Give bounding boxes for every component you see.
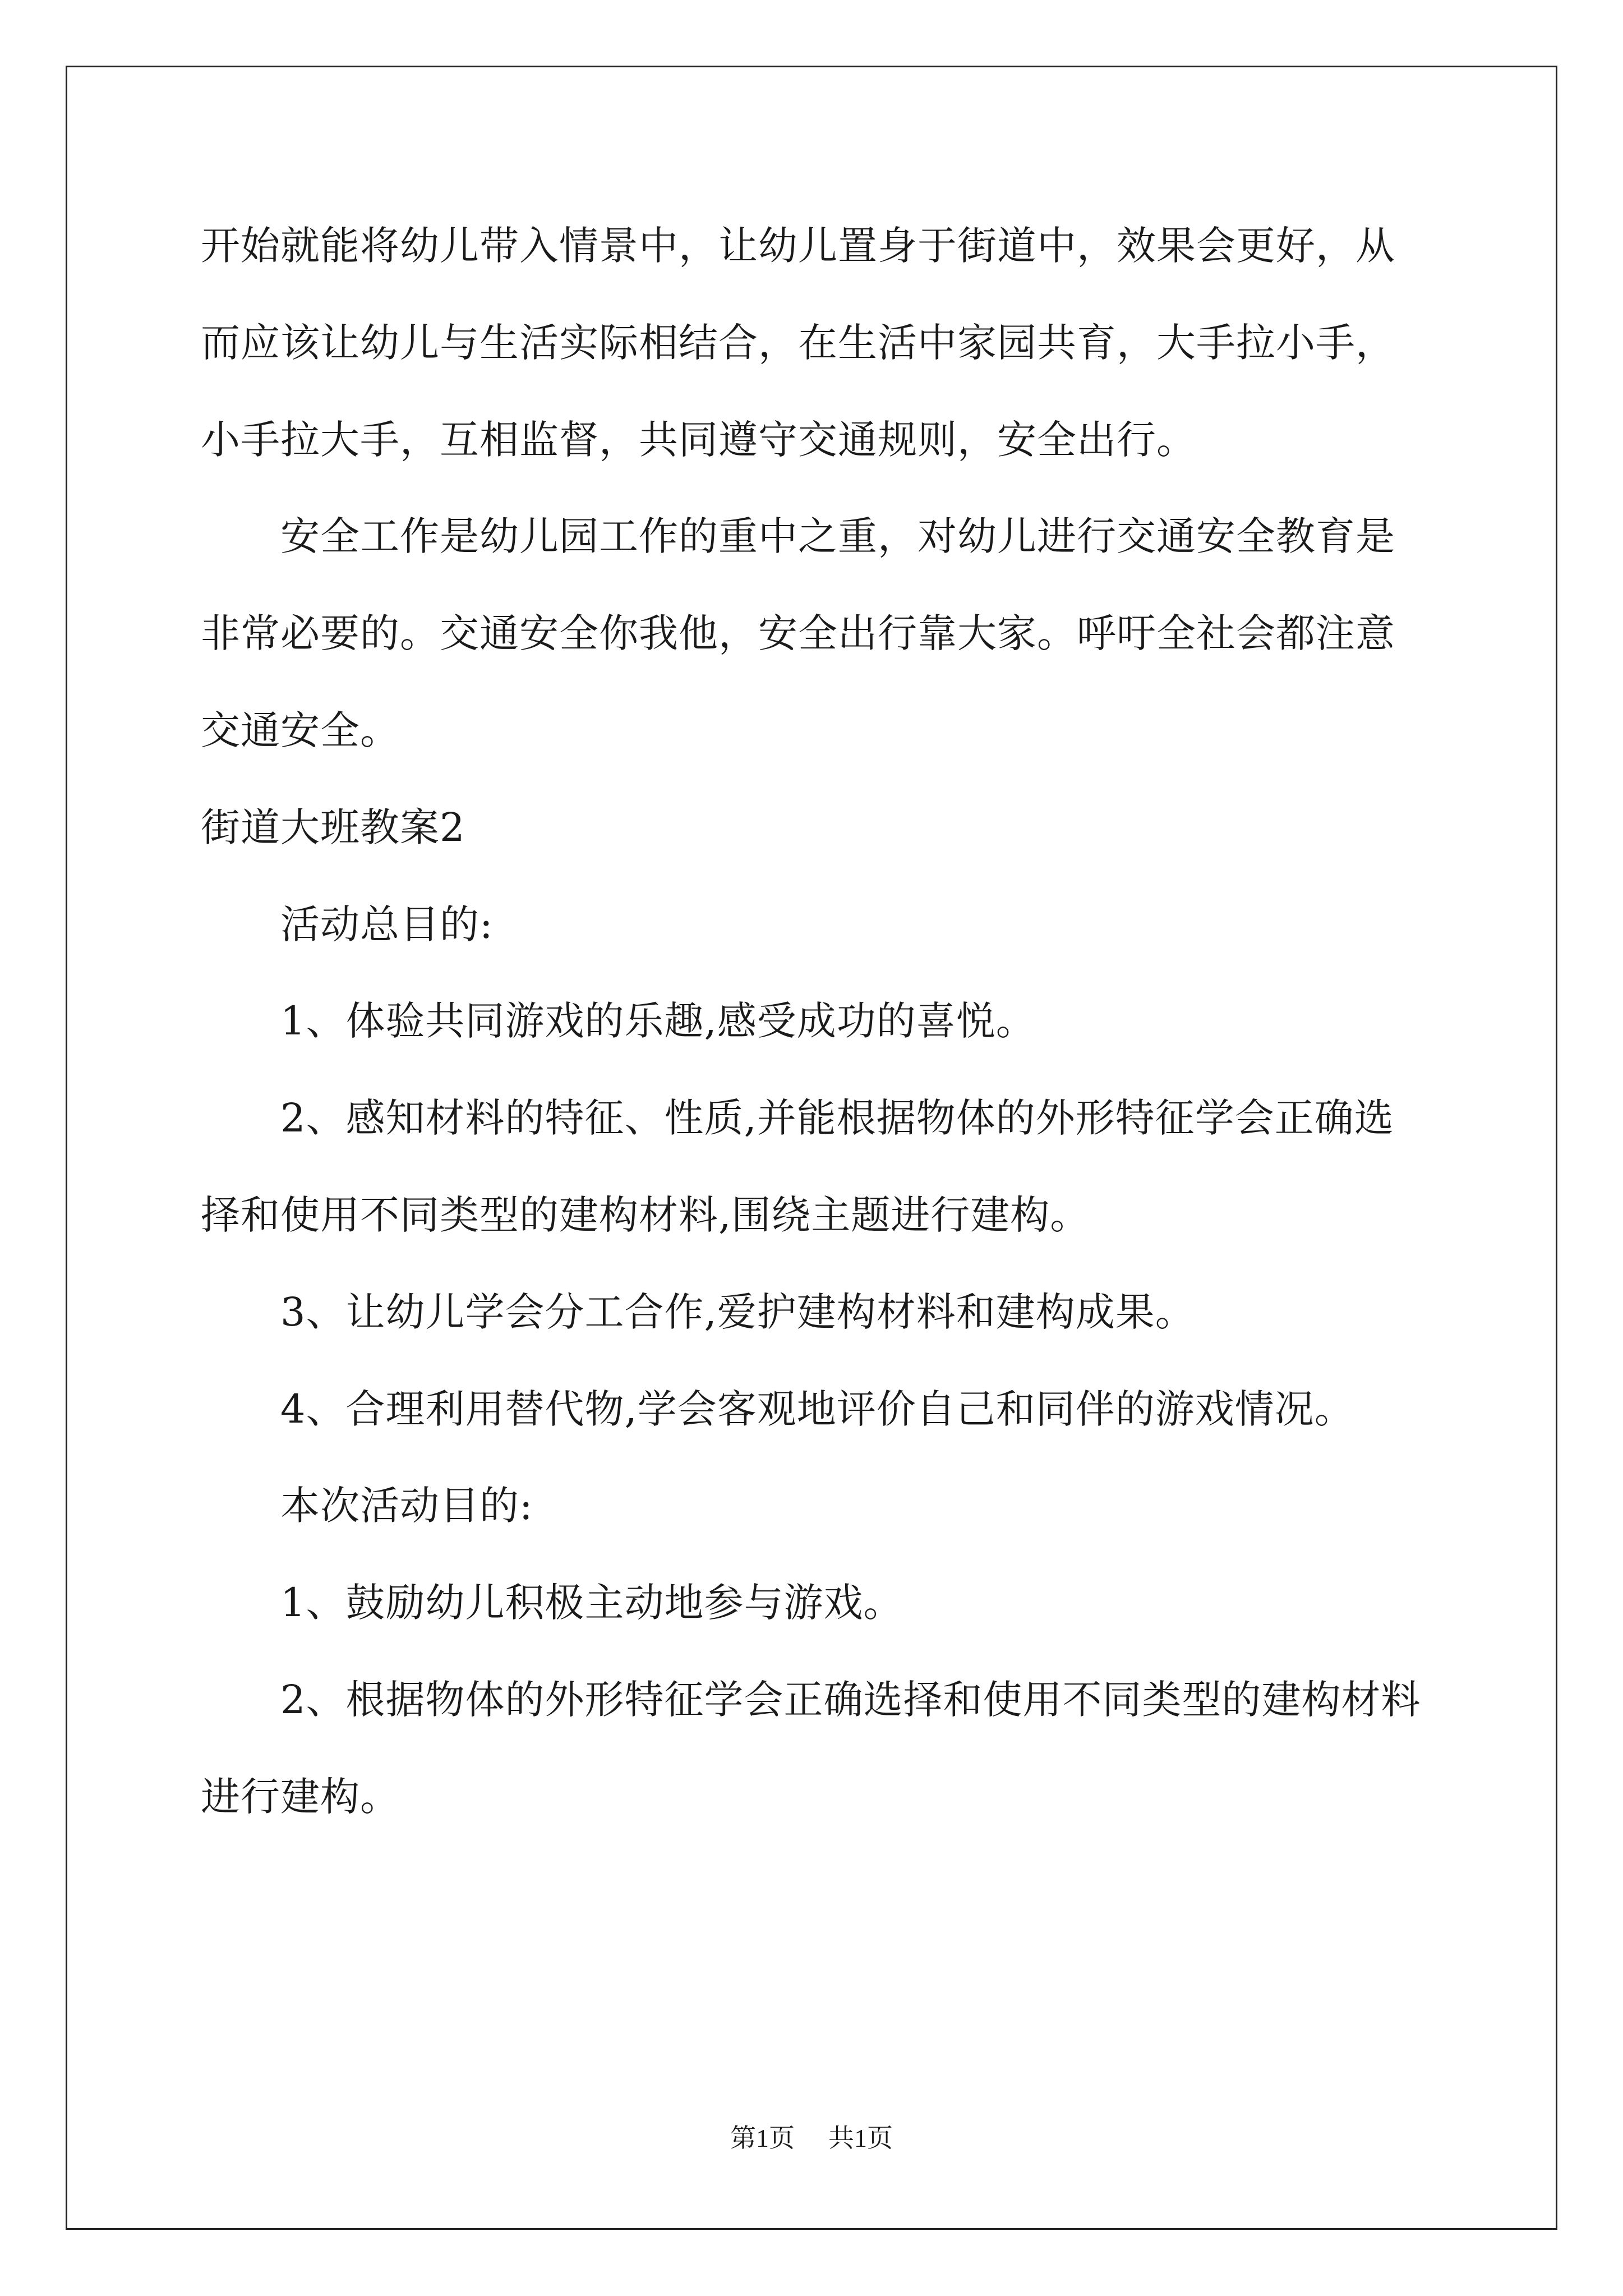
list-item: 1、鼓励幼儿积极主动地参与游戏。 [280, 1580, 903, 1626]
text-line: 交通安全。 [201, 707, 400, 753]
list-item: 2、感知材料的特征、性质,并能根据物体的外形特征学会正确选 [280, 1095, 1394, 1141]
list-item: 2、根据物体的外形特征学会正确选择和使用不同类型的建构材料 [280, 1677, 1421, 1723]
page-number: 第1页 [730, 2124, 795, 2152]
text-line: 进行建构。 [201, 1774, 400, 1820]
subheading-activity-goals: 本次活动目的: [280, 1483, 533, 1529]
section-heading: 街道大班教案2 [201, 804, 465, 850]
text-line: 而应该让幼儿与生活实际相结合，在生活中家园共育，大手拉小手， [201, 320, 1395, 366]
text-line: 小手拉大手，互相监督，共同遵守交通规则，安全出行。 [201, 417, 1196, 463]
list-item: 4、合理利用替代物,学会客观地评价自己和同伴的游戏情况。 [280, 1386, 1354, 1432]
paragraph-start: 安全工作是幼儿园工作的重中之重，对幼儿进行交通安全教育是 [280, 513, 1395, 559]
page-footer [0, 2122, 1623, 2155]
subheading-overall-goals: 活动总目的: [280, 901, 494, 947]
text-line: 非常必要的。交通安全你我他，安全出行靠大家。呼吁全社会都注意 [201, 610, 1395, 656]
text-line: 择和使用不同类型的建构材料,围绕主题进行建构。 [201, 1192, 1090, 1238]
list-item: 3、让幼儿学会分工合作,爱护建构材料和建构成果。 [280, 1289, 1195, 1335]
page-total: 共1页 [828, 2124, 893, 2152]
text-line: 开始就能将幼儿带入情景中，让幼儿置身于街道中，效果会更好，从 [201, 223, 1395, 269]
list-item: 1、体验共同游戏的乐趣,感受成功的喜悦。 [280, 998, 1036, 1044]
